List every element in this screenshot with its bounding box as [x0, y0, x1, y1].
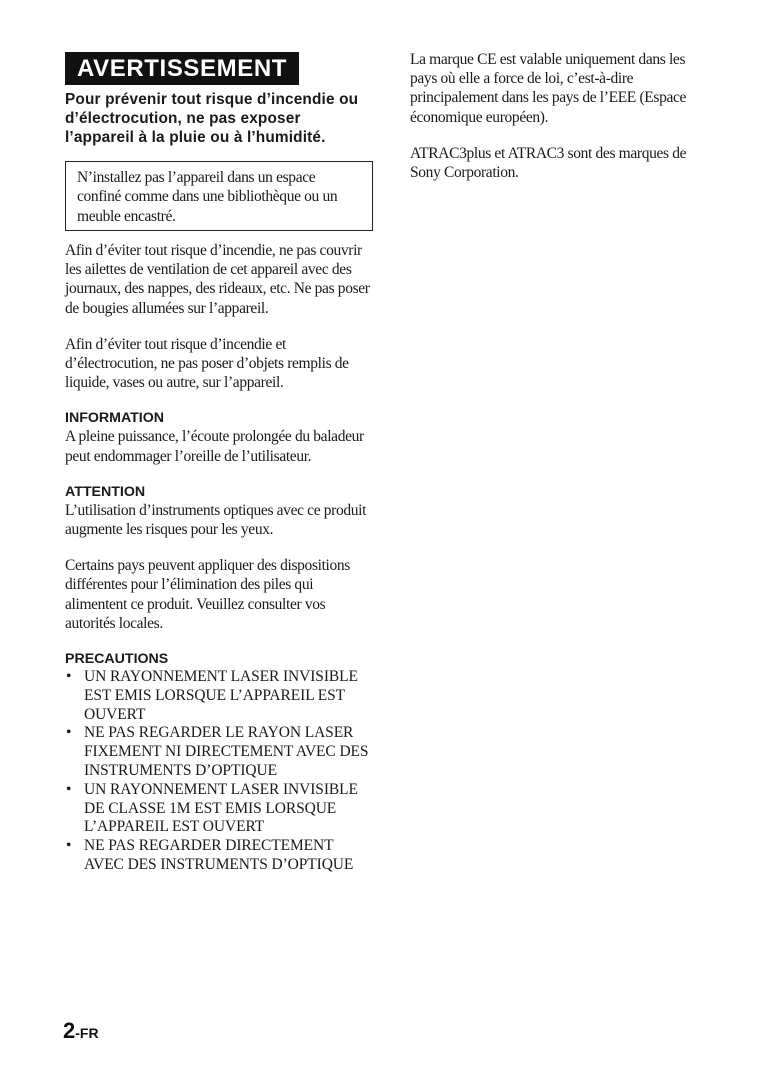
fire-ventilation-paragraph: Afin d’éviter tout risque d’incendie, ne pas couvrir les ailettes de ventilation de cet appareil avec des journaux, des nappes, des rideaux, etc. Ne pas poser de bougies allumées sur l’appareil. [65, 241, 370, 317]
bullet-icon: • [66, 837, 72, 855]
precautions-heading: PRECAUTIONS [65, 650, 169, 667]
list-item-text: NE PAS REGARDER DIRECTEMENT AVEC DES INSTRUMENTS D’OPTIQUE [84, 837, 354, 873]
page-number-digit: 2 [63, 1018, 76, 1043]
warning-heading: Pour prévenir tout risque d’incendie ou d’électrocution, ne pas exposer l’appareil à la pluie ou à l’humidité. [65, 91, 359, 146]
liquids-paragraph: Afin d’éviter tout risque d’incendie et d’électrocution, ne pas poser d’objets remplis de liquide, vases ou autre, sur l’appareil. [65, 335, 349, 392]
trademark-paragraph: ATRAC3plus et ATRAC3 sont des marques de Sony Corporation. [410, 144, 687, 182]
batteries-paragraph: Certains pays peuvent appliquer des dispositions différentes pour l’élimination des piles qui alimentent ce produit. Veuillez consulter vos autorités locales. [65, 557, 350, 632]
list-item [65, 781, 373, 837]
right-column [410, 50, 715, 182]
precautions-list [65, 668, 373, 875]
page-number-suffix: -FR [75, 1025, 99, 1041]
list-item [65, 724, 373, 780]
ce-mark-paragraph: La marque CE est valable uniquement dans les pays où elle a force de loi, c’est-à-dire principalement dans les pays de l’EEE (Espace économique européen). [410, 51, 687, 126]
list-item-text: UN RAYONNEMENT LASER INVISIBLE EST EMIS LORSQUE L’APPAREIL EST OUVERT [84, 667, 358, 723]
list-item [65, 668, 373, 724]
attention-text: L’utilisation d’instruments optiques avec ce produit augmente les risques pour les yeux. [65, 501, 367, 538]
warning-banner: AVERTISSEMENT [65, 52, 299, 85]
bullet-icon: • [66, 667, 72, 685]
page-number [63, 1018, 99, 1044]
list-item-text: NE PAS REGARDER LE RAYON LASER FIXEMENT NI DIRECTEMENT AVEC DES INSTRUMENTS D’OPTIQUE [84, 724, 369, 779]
list-item-text: UN RAYONNEMENT LASER INVISIBLE DE CLASSE 1M EST EMIS LORSQUE L’APPAREIL EST OUVERT [84, 780, 358, 836]
left-column [65, 52, 373, 875]
bullet-icon: • [66, 780, 72, 798]
boxed-notice: N’installez pas l’appareil dans un espace confiné comme dans une bibliothèque ou un meuble encastré. [65, 161, 373, 231]
bullet-icon: • [66, 724, 72, 742]
list-item [65, 837, 373, 875]
information-text: A pleine puissance, l’écoute prolongée du baladeur peut endommager l’oreille de l’utilisateur. [65, 428, 364, 465]
attention-heading: ATTENTION [65, 483, 146, 500]
information-heading: INFORMATION [65, 410, 165, 427]
